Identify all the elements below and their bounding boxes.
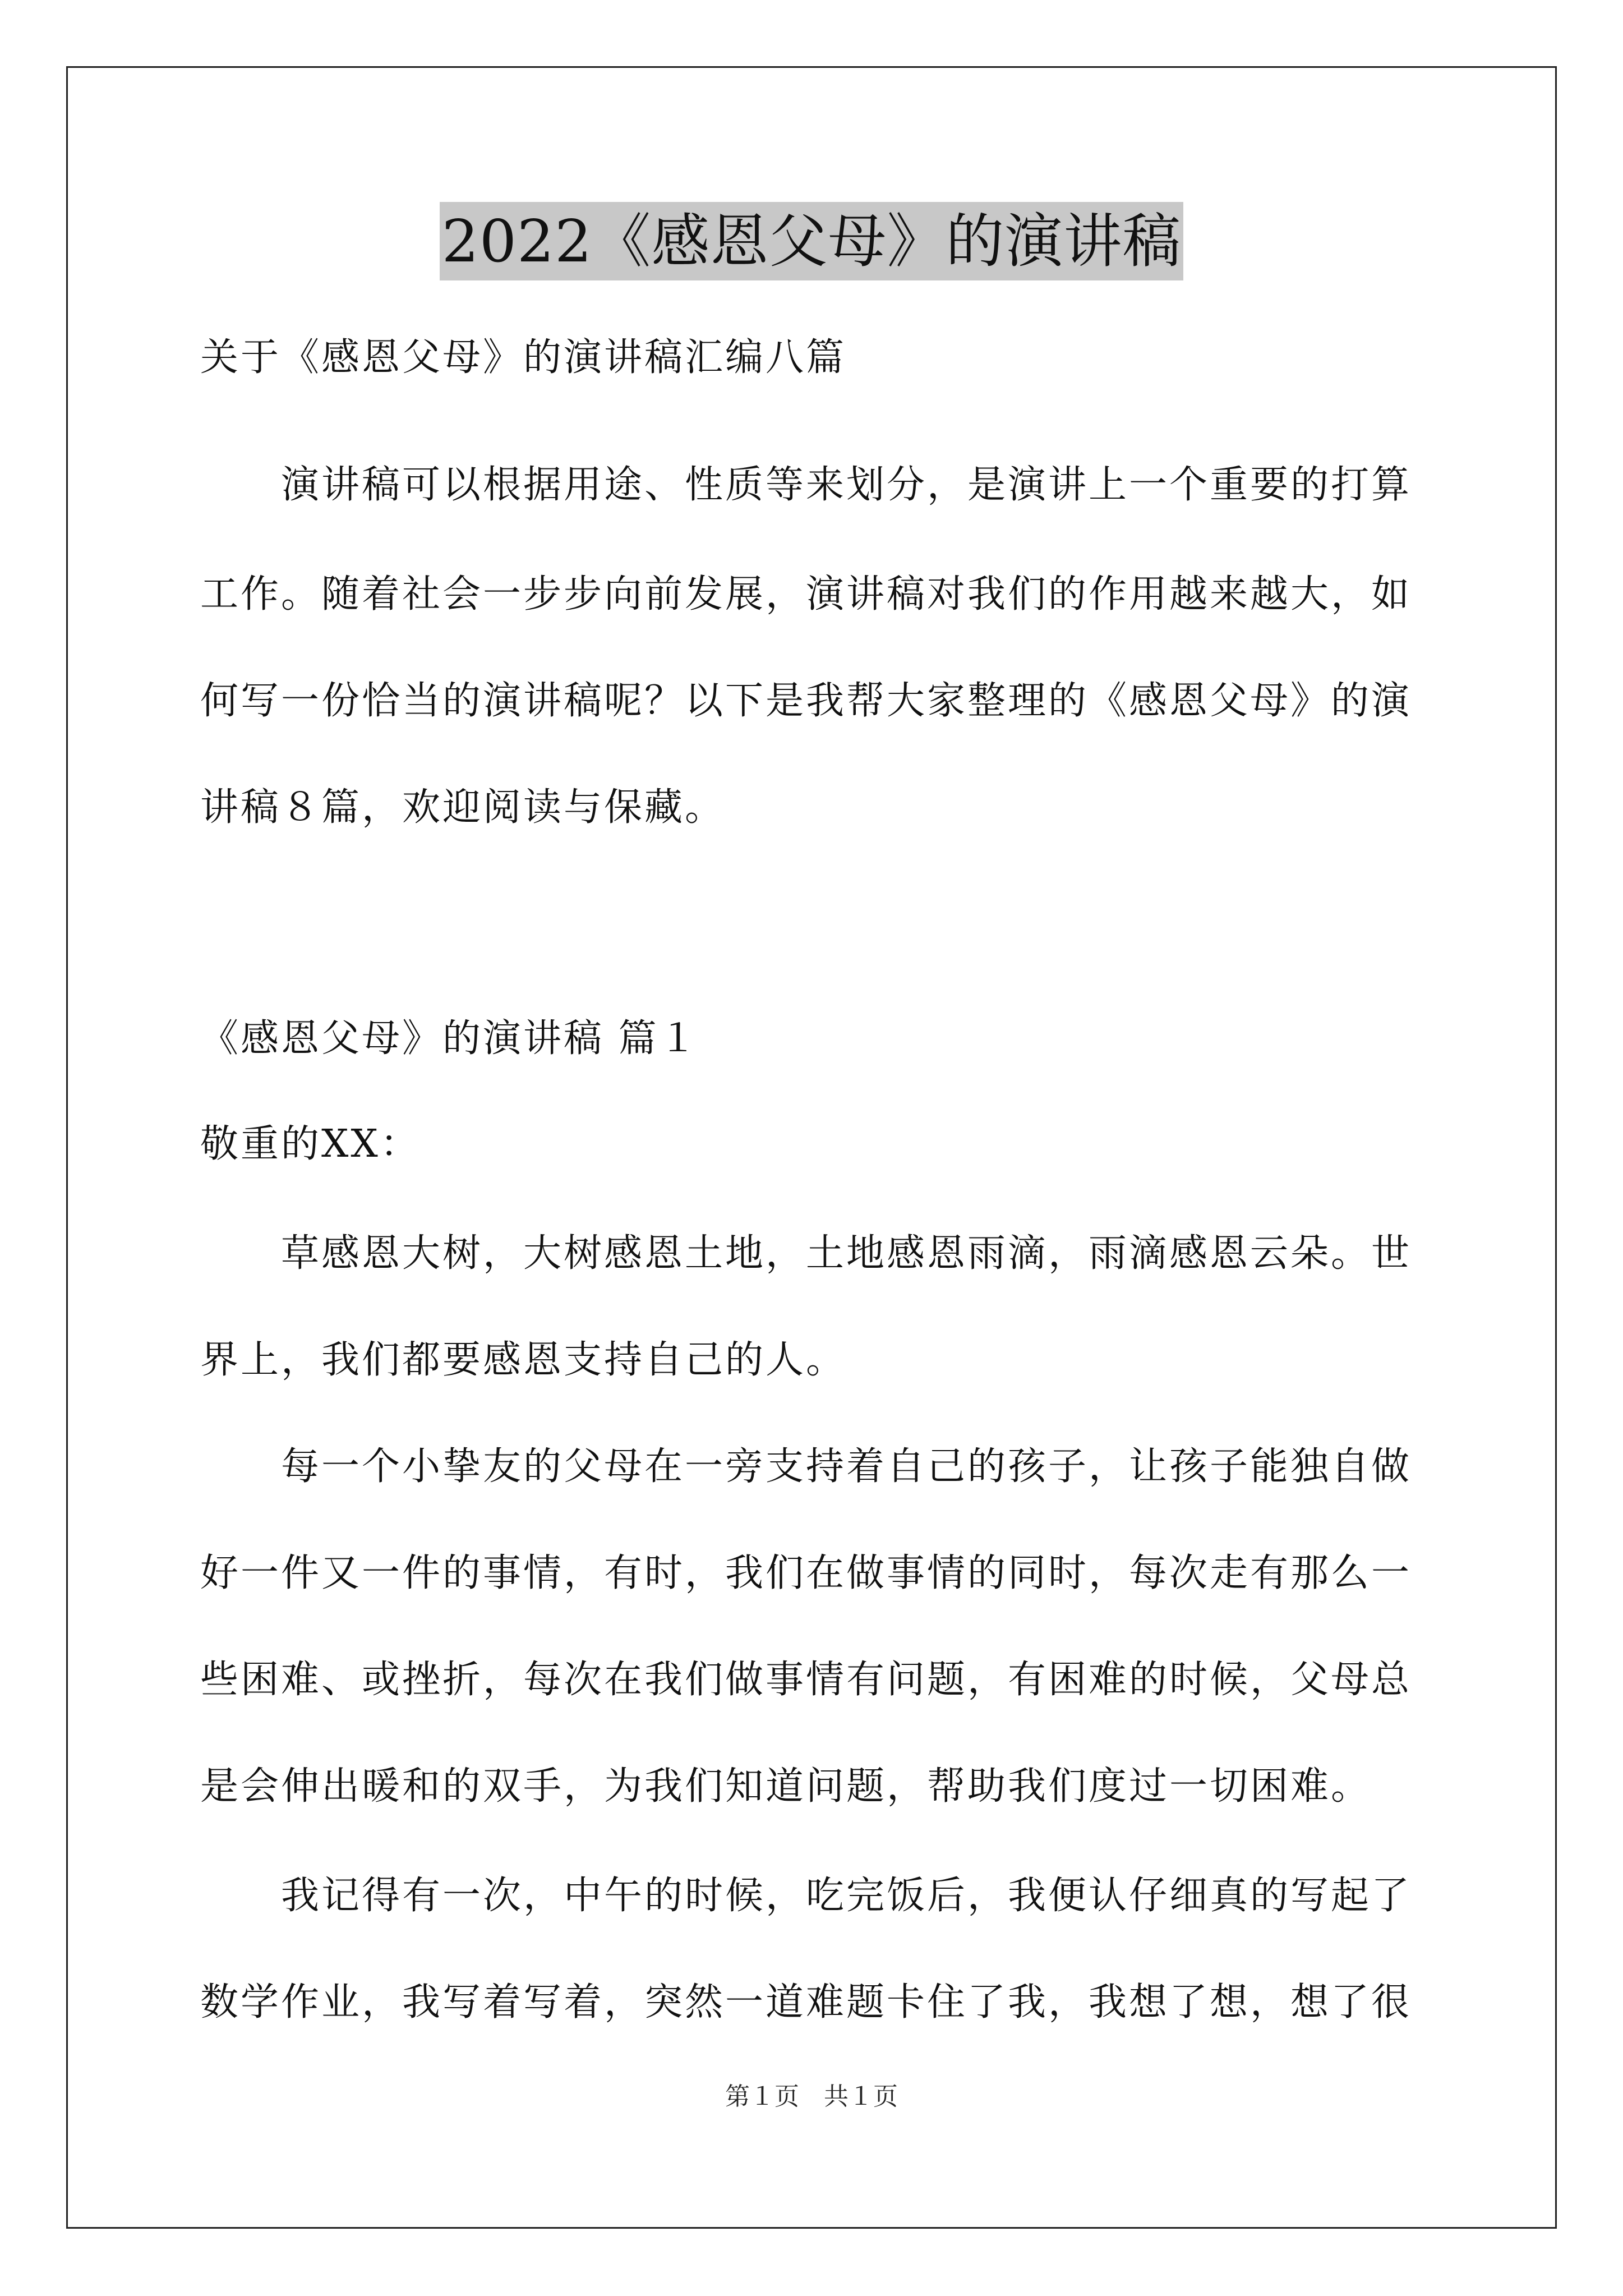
body-line: 我记得有一次，中午的时候，吃完饭后，我便认仔细真的写起了 <box>200 1874 1412 1918</box>
document-title: 2022《感恩父母》的演讲稿 <box>440 202 1184 280</box>
body-line: 好一件又一件的事情，有时，我们在做事情的同时，每次走有那么一 <box>200 1551 1412 1595</box>
page-footer: 第１页 共１页 <box>725 2082 898 2111</box>
body-line: 界上，我们都要感恩支持自己的人。 <box>200 1338 847 1382</box>
body-line: 是会伸出暖和的双手，为我们知道问题，帮助我们度过一切困难。 <box>200 1764 1372 1809</box>
intro-line: 工作。随着社会一步步向前发展，演讲稿对我们的作用越来越大，如 <box>200 572 1412 616</box>
intro-line: 讲稿８篇，欢迎阅读与保藏。 <box>200 785 726 830</box>
body-line: 数学作业，我写着写着，突然一道难题卡住了我，我想了想，想了很 <box>200 1980 1412 2024</box>
body-line: 些困难、或挫折，每次在我们做事情有问题，有困难的时候，父母总 <box>200 1658 1412 1702</box>
body-line: 草感恩大树，大树感恩土地，土地感恩雨滴，雨滴感恩云朵。世 <box>200 1231 1412 1276</box>
section-heading: 《感恩父母》的演讲稿 篇１ <box>200 1016 699 1061</box>
intro-line: 演讲稿可以根据用途、性质等来划分，是演讲上一个重要的打算 <box>200 463 1412 507</box>
body-line: 每一个小挚友的父母在一旁支持着自己的孩子，让孩子能独自做 <box>200 1444 1412 1489</box>
intro-line: 何写一份恰当的演讲稿呢？以下是我帮大家整理的《感恩父母》的演 <box>200 679 1412 723</box>
title-container <box>0 202 1623 280</box>
salutation: 敬重的XX： <box>200 1122 421 1166</box>
document-subtitle: 关于《感恩父母》的演讲稿汇编八篇 <box>200 335 847 380</box>
